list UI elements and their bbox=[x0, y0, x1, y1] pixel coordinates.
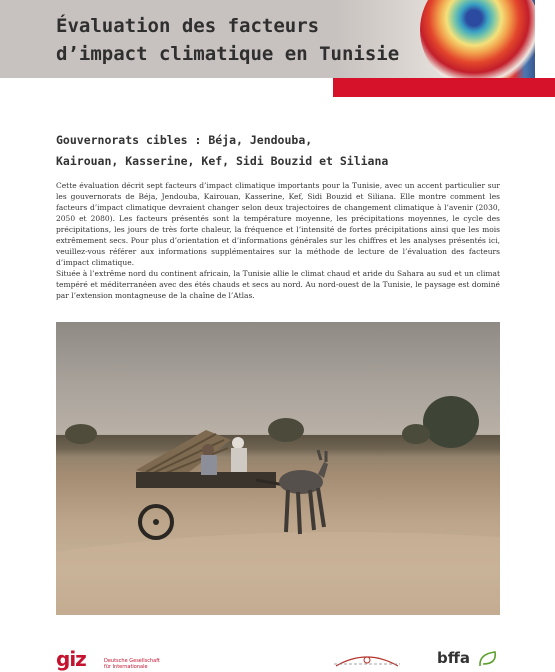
bmz-logo-text: bffa bbox=[437, 649, 471, 667]
giz-logo-mark: giz bbox=[56, 647, 86, 671]
donkey-cart-photo bbox=[56, 322, 500, 615]
geography-paragraph: Située à l’extrême nord du continent africain, la Tunisie allie le climat chaud et aride du Sahara au sud et un climat tempéré et méditerranéen avec des étés chauds et secs au nord. Au nord-ouest de la Tunisie, le paysage est dominé par l’extension montagneuse de la chaîne de l’Atlas. bbox=[56, 269, 500, 300]
page-title bbox=[56, 12, 399, 68]
partner-logo-icon bbox=[332, 654, 402, 668]
giz-logo bbox=[56, 647, 176, 671]
section-heading-line-1: Gouvernorats cibles : Béja, Jendouba, bbox=[56, 133, 313, 147]
cyclone-satellite-image bbox=[420, 0, 535, 78]
bmz-logo bbox=[437, 650, 499, 667]
header-banner bbox=[0, 0, 535, 78]
title-line-1: Évaluation des facteurs bbox=[56, 15, 320, 37]
section-heading bbox=[56, 130, 496, 172]
title-line-2: d’impact climatique en Tunisie bbox=[56, 43, 400, 65]
intro-paragraph: Cette évaluation décrit sept facteurs d’impact climatique importants pour la Tunisie, avec un accent particulier sur les gouvernorats de Béja, Jendouba, Kairouan, Kasserine, Kef, Sidi Bouzid et Siliana. Elle montre comment les facteurs d’impact climatique devraient changer selon deux trajectoires de changement climatique à l’avenir (2030, 2050 et 2080). Les facteurs présentés sont la température moyenne, les précipitations moyennes, le cycle des précipitations, les jours de très forte chaleur, la fréquence et l’intensité de fortes précipitations ainsi que les mois extrêmement secs. Pour plus d’orientation et d’informations générales sur les chiffres et les analyses présentés ici, veuillez-vous référer aux informations supplémentaires sur la méthode de lecture de l’évaluation des facteurs d’impact climatique. bbox=[56, 181, 500, 267]
giz-logo-line-2: für Internationale bbox=[104, 664, 148, 670]
donkey-cart-illustration bbox=[56, 322, 500, 615]
red-accent-bar bbox=[333, 78, 555, 97]
leaf-icon bbox=[477, 650, 499, 667]
partner-logo bbox=[332, 653, 402, 667]
giz-logo-line-1: Deutsche Gesellschaft bbox=[104, 658, 160, 664]
section-heading-line-2: Kairouan, Kasserine, Kef, Sidi Bouzid et Siliana bbox=[56, 154, 389, 168]
giz-logo-text bbox=[104, 658, 160, 670]
